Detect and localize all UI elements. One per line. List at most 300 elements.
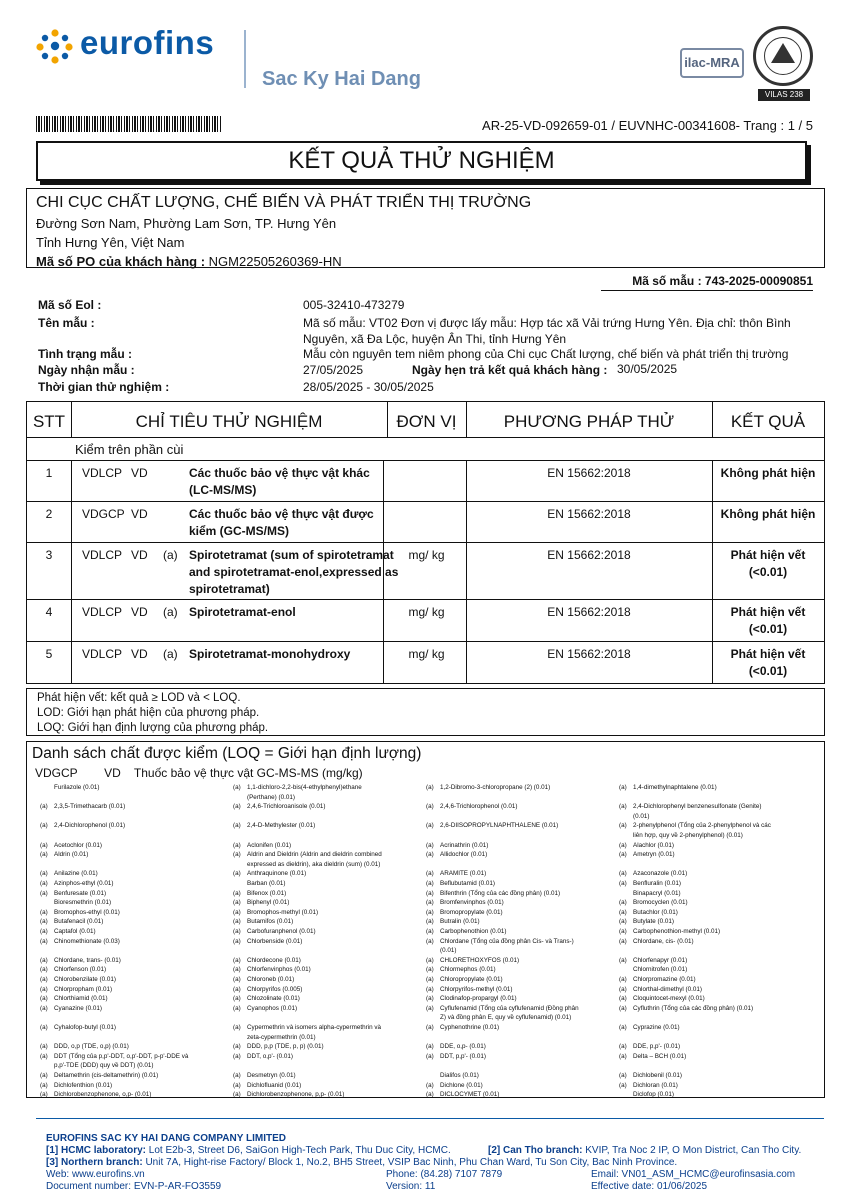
analyte-accreditation: (a) [233, 1043, 241, 1051]
analyte-accreditation: (a) [426, 1091, 434, 1099]
analyte-name: DDT, p,p'- (0.01) [440, 1052, 486, 1060]
analyte-name: Diclofop (0.01) [633, 1091, 674, 1099]
analyte-name: Chlorthiamid (0.01) [54, 995, 108, 1003]
analyte-name: Cypermethrin và isomers alpha-cypermethrin và [247, 1024, 382, 1031]
analyte-accreditation: (a) [426, 1052, 434, 1060]
analyte-name: Dichloran (0.01) [633, 1081, 678, 1089]
analyte-accreditation: (a) [426, 956, 434, 964]
analyte-name: p,p'-TDE (DDD) quy về DDT) (0.01) [54, 1062, 154, 1070]
analyte-name: 2,6-DIISOPROPYLNAPHTHALENE (0.01) [440, 822, 559, 830]
due-date-label: Ngày hẹn trả kết quả khách hàng : [412, 363, 608, 377]
analyte-accreditation: (a) [40, 976, 48, 983]
analyte-name: DDE, p,p'- (0.01) [633, 1043, 681, 1051]
analyte-name: (0.01) [633, 812, 650, 820]
subbrand: Sac Ky Hai Dang [262, 68, 421, 90]
row-code: VDLCP [82, 548, 123, 562]
row-lab: VD [131, 548, 148, 562]
analyte-name: Chlorbenside (0.01) [247, 937, 303, 945]
analyte-name: 2,4-Dichlorophenol (0.01) [54, 822, 126, 830]
analyte-accreditation: (a) [40, 1043, 48, 1051]
analyte-name: Alachlor (0.01) [633, 841, 674, 849]
analyte-name: Dialifos (0.01) [440, 1072, 479, 1079]
col-sep [712, 402, 713, 438]
row-method: EN 15662:2018 [547, 605, 631, 619]
customer-box [26, 188, 825, 268]
analyte-name: Bioresmethrin (0.01) [54, 899, 112, 907]
analyte-accreditation: (a) [233, 928, 241, 935]
analyte-accreditation: (a) [233, 1004, 241, 1012]
analyte-accreditation: (a) [233, 851, 241, 859]
analyte-accreditation: (a) [40, 822, 48, 830]
eol-label: Mã số Eol : [38, 298, 102, 312]
analyte-name: Delta – BCH (0.01) [633, 1052, 687, 1060]
analyte-accreditation: (a) [619, 1081, 627, 1089]
analyte-accreditation: (a) [40, 889, 48, 897]
row-stt: 4 [45, 605, 53, 619]
analyte-name: Desmetryn (0.01) [247, 1072, 296, 1079]
analyte-name: Cloquintocet-mexyl (0.01) [633, 995, 705, 1003]
analyte-accreditation: (a) [426, 1024, 434, 1031]
footer-version: Version: 11 [386, 1181, 436, 1192]
analyte-name: Chloroneb (0.01) [247, 976, 295, 983]
row-stt: 5 [45, 647, 53, 661]
row-stt: 1 [45, 466, 53, 480]
analyte-accreditation: (a) [426, 889, 434, 897]
analyte-name: Anthraquinone (0.01) [247, 870, 307, 878]
row-result: Phát hiện vết (<0.01) [730, 548, 806, 579]
analyte-name: DICLOCYMET (0.01) [440, 1091, 500, 1099]
results-table [26, 401, 825, 684]
row-name: Các thuốc bảo vệ thực vật khác (LC-MS/MS) [189, 466, 370, 497]
analyte-name: Chlornitrofen (0.01) [633, 966, 688, 974]
ilac-mra-logo [680, 48, 744, 78]
footer-cantho: [2] Can Tho branch: KVIP, Tra Noc 2 IP, O Mon District, Can Tho City. [488, 1145, 802, 1156]
analyte-name: Chlordane, cis- (0.01) [633, 937, 694, 945]
analyte-accreditation: (a) [426, 880, 434, 887]
customer-address-1: Đường Sơn Nam, Phường Lam Sơn, TP. Hưng Yên [36, 216, 337, 231]
analyte-name: Beflubutamid (0.01) [440, 880, 495, 887]
analyte-accreditation: (a) [619, 976, 627, 983]
analyte-accreditation: (a) [619, 899, 627, 907]
test-period-value: 28/05/2025 - 30/05/2025 [303, 380, 434, 394]
row-code: VDLCP [82, 647, 123, 661]
analyte-accreditation: (a) [619, 870, 627, 878]
analyte-accreditation: (a) [426, 918, 434, 926]
analyte-name: Chlorfenapyr (0.01) [633, 956, 688, 964]
row-method: EN 15662:2018 [547, 548, 631, 562]
analyte-accreditation: (a) [619, 995, 627, 1003]
analyte-name: Dichlone (0.01) [440, 1081, 483, 1089]
header-test-item: CHỈ TIÊU THỬ NGHIỆM [135, 412, 323, 431]
analyte-name: Chlozolinate (0.01) [247, 995, 300, 1003]
analyte-name: Chlorpropham (0.01) [54, 985, 113, 993]
sample-status-label: Tình trạng mẫu : [38, 347, 132, 361]
sample-number: Mã số mẫu : 743-2025-00090851 [632, 274, 813, 288]
notes-box [26, 688, 825, 736]
footer-north: [3] Northern branch: Unit 7A, Hight-rise Factory/ Block 1, No.2, BH5 Street, VSIP Bac Ninh, Phu Chan Ward, Tu Son City, Bac Ninh Province. [46, 1157, 678, 1168]
analyte-name: Acetochlor (0.01) [54, 841, 102, 849]
analyte-accreditation: (a) [426, 822, 434, 830]
sample-name-label: Tên mẫu : [38, 316, 95, 330]
analyte-name: Bifenthrin (Tổng của các đồng phân) (0.01) [440, 889, 561, 897]
row-stt: 3 [45, 548, 53, 562]
analyte-accreditation: (a) [619, 908, 627, 916]
analyte-name: Chlordane, trans- (0.01) [54, 956, 121, 964]
row-result: Không phát hiện [720, 507, 816, 521]
analyte-accreditation: (a) [40, 1052, 48, 1060]
analyte-name: Ametryn (0.01) [633, 851, 675, 859]
customer-name: CHI CỤC CHẤT LƯỢNG, CHẾ BIẾN VÀ PHÁT TRIỂN THỊ TRƯỜNG [36, 194, 532, 211]
analyte-accreditation: (a) [619, 937, 627, 945]
row-code: VDGCP [82, 507, 125, 521]
brand-name: eurofins [80, 24, 215, 61]
analyte-name: Chlorfenvinphos (0.01) [247, 966, 311, 974]
row-result: Phát hiện vết (<0.01) [730, 647, 806, 678]
header-result: KẾT QUẢ [730, 412, 806, 431]
analyte-name: Bifenox (0.01) [247, 889, 287, 897]
analyte-accreditation: (a) [426, 976, 434, 983]
barcode [36, 116, 221, 132]
analyte-accreditation: (a) [40, 908, 48, 916]
analyte-name: 2,4,6-Trichlorophenol (0.01) [440, 803, 518, 811]
analyte-accreditation: (a) [40, 956, 48, 964]
analyte-accreditation: (a) [426, 985, 434, 993]
analyte-name: Dichlofenthion (0.01) [54, 1081, 113, 1089]
analyte-accreditation: (a) [426, 966, 434, 974]
test-period-label: Thời gian thử nghiệm : [38, 380, 170, 394]
due-date-value: 30/05/2025 [617, 362, 678, 376]
po-value: NGM22505260369-HN [208, 254, 342, 269]
analyte-name: Aclonifen (0.01) [247, 841, 292, 849]
row-name: Các thuốc bảo vệ thực vật được kiểm (GC-MS/MS) [189, 507, 374, 538]
analyte-accreditation: (a) [619, 1024, 627, 1031]
analyte-name: Butylate (0.01) [633, 918, 674, 926]
analyte-accreditation: (a) [619, 1052, 627, 1060]
row-accreditation: (a) [163, 605, 178, 619]
analyte-name: Cyprazine (0.01) [633, 1024, 680, 1031]
report-title: KẾT QUẢ THỬ NGHIỆM [288, 147, 555, 174]
analyte-name: Carbophenothion (0.01) [440, 928, 507, 935]
analyte-accreditation: (a) [233, 822, 241, 830]
analyte-name: Chlorpyrifos-methyl (0.01) [440, 985, 513, 993]
analyte-accreditation: (a) [619, 956, 627, 964]
analyte-name: Captafol (0.01) [54, 928, 96, 935]
footer-email: Email: VN01_ASM_HCMC@eurofinsasia.com [591, 1169, 796, 1180]
analyte-name: Benfuresate (0.01) [54, 889, 107, 897]
analyte-name: 2,4,6-Trichloroanisole (0.01) [247, 803, 326, 811]
analyte-name: Allidochlor (0.01) [440, 851, 488, 859]
analyte-accreditation: (a) [40, 918, 48, 926]
analyte-name: CHLORETHOXYFOS (0.01) [440, 956, 520, 964]
analyte-name: DDE, o,p- (0.01) [440, 1043, 486, 1051]
analyte-name: Carbofuranphenol (0.01) [247, 928, 316, 935]
footer-effective: Effective date: 01/06/2025 [591, 1181, 708, 1192]
analytes-title: Danh sách chất được kiểm (LOQ = Giới hạn định lượng) [32, 745, 422, 762]
analyte-accreditation: (a) [233, 1081, 241, 1089]
analyte-accreditation: (a) [233, 899, 241, 907]
row-unit: mg/ kg [408, 647, 445, 661]
received-date-value: 27/05/2025 [303, 363, 364, 377]
row-code: VDLCP [82, 466, 123, 480]
row-accreditation: (a) [163, 647, 178, 661]
analyte-name: Chlorpromazine (0.01) [633, 976, 696, 983]
row-lab: VD [131, 605, 148, 619]
row-code: VDLCP [82, 605, 123, 619]
analyte-accreditation: (a) [40, 995, 48, 1003]
analyte-name: Butafenacil (0.01) [54, 918, 104, 926]
analyte-accreditation: (a) [233, 918, 241, 926]
row-method: EN 15662:2018 [547, 647, 631, 661]
analyte-name: 2,3,5-Trimethacarb (0.01) [54, 803, 126, 811]
analyte-name: Chlorobenzilate (0.01) [54, 976, 116, 983]
sample-name-value-2: Nguyên, xã Đa Lộc, huyện Ân Thi, tỉnh Hưng Yên [303, 332, 567, 346]
analyte-name: Chlormephos (0.01) [440, 966, 496, 974]
analyte-name: Cyfluthrin (Tổng của các đồng phân) (0.01) [633, 1004, 754, 1012]
col-sep [387, 402, 388, 438]
analyte-accreditation: (a) [40, 928, 48, 935]
analyte-accreditation: (a) [233, 937, 241, 945]
section-label: Kiểm trên phần cùi [75, 442, 184, 457]
analyte-name: Butachlor (0.01) [633, 908, 678, 916]
analyte-name: Cyhalofop-butyl (0.01) [54, 1024, 116, 1031]
po-line [36, 252, 815, 272]
analyte-accreditation: (a) [426, 995, 434, 1003]
analyte-name: Bromfenvinphos (0.01) [440, 899, 504, 907]
row-unit: mg/ kg [408, 548, 445, 562]
analyte-name: Cyphenothrine (0.01) [440, 1024, 500, 1031]
row-lab: VD [131, 466, 148, 480]
header-stt: STT [32, 412, 66, 431]
row-method: EN 15662:2018 [547, 466, 631, 480]
analyte-accreditation: (a) [233, 1024, 241, 1031]
analyte-accreditation: (a) [426, 841, 434, 849]
analyte-name: Biphenyl (0.01) [247, 899, 290, 907]
row-result: Phát hiện vết (<0.01) [730, 605, 806, 636]
footer-rule [36, 1118, 824, 1119]
analyte-name: (0.01) [440, 947, 457, 955]
analyte-accreditation: (a) [619, 1004, 627, 1012]
analyte-name: 1,4-dimethylnaphtalene (0.01) [633, 784, 717, 791]
analyte-accreditation: (a) [426, 899, 434, 907]
analyte-name: Acrinathrin (0.01) [440, 841, 489, 849]
row-lab: VD [131, 647, 148, 661]
analyte-name: liên hợp, quy về 2-phenylphenol) (0.01) [633, 832, 743, 839]
analyte-name: Dichlofluanid (0.01) [247, 1081, 302, 1089]
footer-web: Web: www.eurofins.vn [46, 1169, 145, 1180]
analyte-name: Azaconazole (0.01) [633, 870, 688, 878]
col-sep [466, 402, 467, 438]
analyte-name: Dichlorobenzophenone, p,p- (0.01) [247, 1091, 345, 1099]
row-accreditation: (a) [163, 548, 178, 562]
analyte-accreditation: (a) [426, 908, 434, 916]
analyte-name: Bromocyclen (0.01) [633, 899, 688, 907]
analyte-name: 1,2-Dibromo-3-chloropropane (2) (0.01) [440, 784, 551, 791]
analyte-accreditation: (a) [619, 822, 627, 830]
analyte-accreditation: (a) [233, 956, 241, 964]
col-sep [71, 402, 72, 438]
po-label: Mã số PO của khách hàng : [36, 254, 206, 269]
table-row [27, 641, 824, 683]
analyte-accreditation: (a) [619, 880, 627, 887]
row-method: EN 15662:2018 [547, 507, 631, 521]
analyte-name: Aldrin and Dieldrin (Aldrin and dieldrin combined [247, 851, 382, 859]
analyte-accreditation: (a) [619, 841, 627, 849]
analyte-accreditation: (a) [233, 966, 241, 974]
brand-divider [244, 30, 246, 88]
analyte-name: DDD, p,p (TDE, p, p) (0.01) [247, 1043, 324, 1051]
note-trace: Phát hiện vết: kết quả ≥ LOD và < LOQ. [37, 692, 241, 704]
analyte-accreditation: (a) [233, 870, 241, 878]
report-reference: AR-25-VD-092659-01 / EUVNHC-00341608- Trang : 1 / 5 [482, 118, 813, 133]
analyte-accreditation: (a) [233, 803, 241, 811]
note-loq: LOQ: Giới hạn định lượng của phương pháp. [37, 722, 269, 734]
analyte-accreditation: (a) [619, 784, 627, 791]
analyte-name: DDT, o,p'- (0.01) [247, 1052, 293, 1060]
analyte-accreditation: (a) [233, 841, 241, 849]
analyte-accreditation: (a) [233, 1091, 241, 1099]
analyte-accreditation: (a) [40, 985, 48, 993]
table-row [27, 501, 824, 542]
analyte-name: Chlorfenson (0.01) [54, 966, 107, 974]
analyte-name: Bromopropylate (0.01) [440, 908, 503, 916]
vilas-badge: VILAS 238 [758, 89, 810, 101]
analyte-accreditation: (a) [40, 851, 48, 859]
analyte-name: Barban (0.01) [247, 880, 286, 887]
analyte-accreditation: (a) [426, 928, 434, 935]
analyte-name: Dichlorobenzophenone, o,p- (0.01) [54, 1091, 152, 1099]
analyte-accreditation: (a) [233, 1072, 241, 1079]
analyte-accreditation: (a) [40, 880, 48, 887]
analyte-name: Bromophos-methyl (0.01) [247, 908, 319, 916]
analyte-accreditation: (a) [40, 1004, 48, 1012]
analytes-subtitle: VDGCP VD Thuốc bảo vệ thực vật GC-MS-MS (mg/kg) [35, 766, 363, 780]
analyte-name: Benfluralin (0.01) [633, 880, 681, 887]
analyte-accreditation: (a) [426, 784, 434, 791]
analyte-name: Butamifos (0.01) [247, 918, 294, 926]
footer-phone: Phone: (84.28) 7107 7879 [386, 1169, 503, 1180]
analyte-name: Aldrin (0.01) [54, 851, 89, 859]
table-row [27, 599, 824, 641]
footer-docnum: Document number: EVN-P-AR-FO3559 [46, 1181, 222, 1192]
row-name: Spirotetramat (sum of spirotetramat and spirotetramat-enol,expressed as spirotetramat) [189, 548, 399, 596]
analyte-accreditation: (a) [233, 784, 241, 791]
analyte-name: 2-phenylphenol (Tổng của 2-phenylphenol và các [633, 822, 771, 830]
analytes-box [26, 741, 825, 1098]
analyte-accreditation: (a) [426, 1004, 434, 1012]
analyte-accreditation: (a) [619, 803, 627, 811]
analyte-accreditation: (a) [40, 1091, 48, 1099]
eurofins-dots-icon [36, 28, 74, 64]
analyte-name: Butralin (0.01) [440, 918, 480, 926]
sample-status-value: Mẫu còn nguyên tem niêm phong của Chi cục Chất lượng, chế biến và phát triển thị trường [303, 347, 789, 361]
analyte-name: Chlorpyrifos (0.005) [247, 985, 303, 993]
row-stt: 2 [45, 507, 53, 521]
analyte-name: Deltamethrin (cis-deltamethrin) (0.01) [54, 1072, 159, 1079]
analyte-name: DDT (Tổng của p,p'-DDT, o,p'-DDT, p-p'-DDE và [54, 1052, 189, 1060]
row-unit: mg/ kg [408, 605, 445, 619]
analyte-accreditation: (a) [619, 1043, 627, 1051]
analyte-name: Dichlobenil (0.01) [633, 1072, 683, 1079]
received-date-label: Ngày nhận mẫu : [38, 363, 135, 377]
analyte-accreditation: (a) [40, 966, 48, 974]
row-result: Không phát hiện [720, 466, 816, 480]
analyte-name: DDD, o,p (TDE, o,p) (0.01) [54, 1043, 129, 1051]
analyte-accreditation: (a) [40, 841, 48, 849]
table-row [27, 542, 824, 599]
analyte-name: Cyanophos (0.01) [247, 1004, 298, 1012]
customer-address-2: Tỉnh Hưng Yên, Việt Nam [36, 235, 185, 250]
analyte-accreditation: (a) [40, 1072, 48, 1079]
analyte-name: expressed as dieldrin), aka dieldrin (sum) (0.01) [247, 860, 381, 868]
table-row [27, 460, 824, 501]
header-method: PHƯƠNG PHÁP THỬ [503, 412, 675, 431]
analyte-name: Clodinafop-propargyl (0.01) [440, 995, 517, 1003]
analyte-name: Chloropropylate (0.01) [440, 976, 503, 983]
analyte-name: Azinphos-ethyl (0.01) [54, 880, 114, 887]
analyte-accreditation: (a) [233, 985, 241, 993]
analyte-name: Z) và đồng phân E, quy về cyflufenamid) (0.01) [440, 1014, 572, 1022]
analyte-accreditation: (a) [40, 803, 48, 811]
analyte-accreditation: (a) [619, 1072, 627, 1079]
eurofins-logo [36, 26, 266, 66]
analyte-accreditation: (a) [233, 889, 241, 897]
analyte-name: 1,1-dichloro-2,2-bis(4-ethylphenyl)ethane [247, 784, 362, 791]
results-table-header [27, 402, 824, 438]
analyte-accreditation: (a) [426, 870, 434, 878]
accreditation-seal [753, 26, 813, 86]
analyte-name: Chlorthal-dimethyl (0.01) [633, 985, 702, 993]
analyte-name: Chlordane (Tổng của đồng phân Cis- và Trans-) [440, 937, 574, 945]
analyte-name: Binapacryl (0.01) [633, 889, 681, 897]
analyte-accreditation: (a) [426, 803, 434, 811]
row-name: Spirotetramat-monohydroxy [189, 647, 351, 661]
analyte-name: ARAMITE (0.01) [440, 870, 487, 878]
report-title-box [36, 141, 807, 181]
analyte-accreditation: (a) [426, 851, 434, 859]
row-lab: VD [131, 507, 148, 521]
analyte-accreditation: (a) [426, 937, 434, 945]
footer-hcmc: [1] HCMC laboratory: Lot E2b-3, Street D6, SaiGon High-Tech Park, Thu Duc City, HCMC. [46, 1145, 451, 1156]
analyte-accreditation: (a) [426, 1043, 434, 1051]
analyte-name: Cyanazine (0.01) [54, 1004, 102, 1012]
analyte-name: Anilazine (0.01) [54, 870, 98, 878]
note-lod: LOD: Giới hạn phát hiện của phương pháp. [37, 707, 260, 719]
analyte-name: (Perthane) (0.01) [247, 793, 295, 801]
analyte-accreditation: (a) [40, 1081, 48, 1089]
analyte-name: Chlordecone (0.01) [247, 956, 301, 964]
analyte-accreditation: (a) [619, 985, 627, 993]
analyte-accreditation: (a) [619, 851, 627, 859]
analyte-accreditation: (a) [233, 976, 241, 983]
ilac-mra-text: ilac-MRA [684, 55, 740, 70]
analyte-name: Furilazole (0.01) [54, 784, 100, 791]
analyte-accreditation: (a) [40, 1024, 48, 1031]
sample-name-value-1: Mã số mẫu: VT02 Đơn vị được lấy mẫu: Hợp tác xã Vải trứng Hưng Yên. Địa chỉ: thôn Bình [303, 316, 791, 330]
analyte-name: Bromophos-ethyl (0.01) [54, 908, 120, 916]
analyte-name: 2,4-Dichlorophenyl benzenesulfonate (Genite) [633, 803, 762, 811]
analyte-name: Chinomethionate (0.03) [54, 937, 120, 945]
analyte-accreditation: (a) [40, 937, 48, 945]
header-unit: ĐƠN VỊ [396, 412, 457, 431]
footer-company: EUROFINS SAC KY HAI DANG COMPANY LIMITED [46, 1133, 287, 1144]
analyte-name: zeta-cypermethrin (0.01) [247, 1033, 316, 1041]
analyte-accreditation: (a) [619, 918, 627, 926]
analyte-name: Carbophenothion-methyl (0.01) [633, 928, 721, 935]
analyte-accreditation: (a) [619, 928, 627, 935]
eol-value: 005-32410-473279 [303, 298, 405, 312]
analyte-name: 2,4-D-Methylester (0.01) [247, 822, 316, 830]
analyte-accreditation: (a) [233, 1052, 241, 1060]
